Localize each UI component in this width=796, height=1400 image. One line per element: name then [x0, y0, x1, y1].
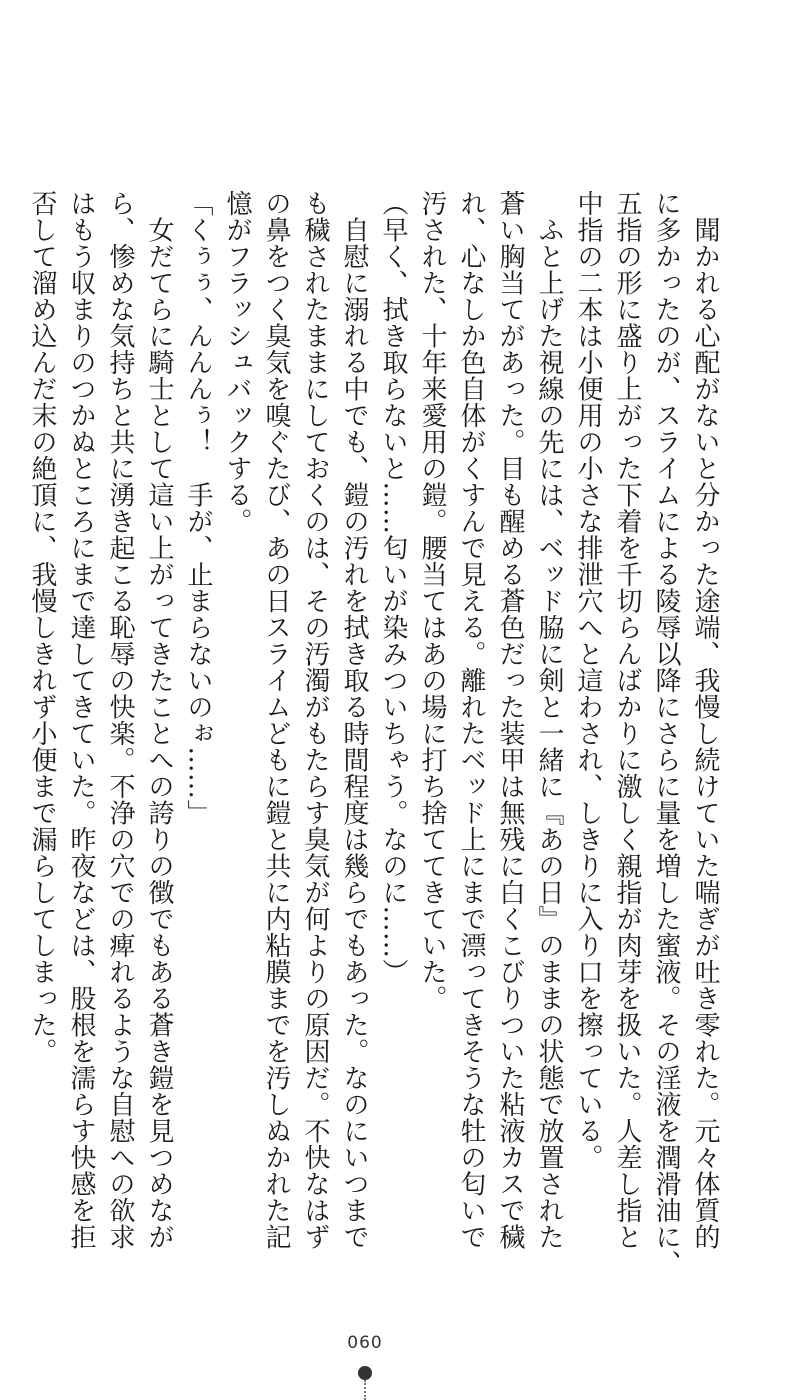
- page-marker-dotted-line: [364, 1380, 366, 1400]
- text-line: ふと上げた視線の先には、ベッド脇に剣と一緒に『あの日』のままの状態で放置された: [534, 190, 564, 1250]
- text-line: ら、惨めな気持ちと共に湧き起こる恥辱の快楽。不浄の穴での痺れるような自慰への欲求: [105, 190, 135, 1250]
- text-line: の鼻をつく臭気を嗅ぐたび、あの日スライムどもに鎧と共に内粘膜までを汚しぬかれた記: [261, 190, 291, 1250]
- text-line: も穢されたままにしておくのは、その汚濁がもたらす臭気が何よりの原因だ。不快なはず: [300, 190, 330, 1250]
- page-number: 060: [347, 1333, 383, 1353]
- text-line: に多かったのが、スライムによる陵辱以降にさらに量を増した蜜液。その淫液を潤滑油に、: [651, 190, 681, 1277]
- text-line: はもう収まりのつかぬところにまで達してきていた。昨夜などは、股根を濡らす快感を拒: [66, 190, 96, 1250]
- text-line: 中指の二本は小便用の小さな排泄穴へと這わされ、しきりに入り口を擦っている。: [573, 190, 603, 1171]
- text-line: 聞かれる心配がないと分かった途端、我慢し続けていた喘ぎが吐き零れた。元々体質的: [690, 190, 720, 1250]
- text-line: （早く、拭き取らないと……匂いが染みついちゃう。なのに……）: [378, 190, 408, 985]
- text-line: 否して溜め込んだ末の絶頂に、我慢しきれず小便まで漏らしてしまった。: [27, 190, 57, 1065]
- text-line: 蒼い胸当てがあった。目も醒める蒼色だった装甲は無残に白くこびりついた粘液カスで穢: [495, 190, 525, 1250]
- text-line: 自慰に溺れる中でも、鎧の汚れを拭き取る時間程度は幾らでもあった。なのにいつまで: [339, 190, 369, 1250]
- text-line: 五指の形に盛り上がった下着を千切らんばかりに激しく親指が肉芽を扱いた。人差し指と: [612, 190, 642, 1250]
- vertical-text-block: [27, 190, 724, 1277]
- text-line: 「くぅぅ、んんんぅ！ 手が、止まらないのぉ……」: [183, 190, 213, 826]
- text-line: れ、心なしか色自体がくすんで見える。離れたベッド上にまで漂ってきそうな牡の匂いで: [456, 190, 486, 1250]
- text-line: 汚された、十年来愛用の鎧。腰当てはあの場に打ち捨ててきていた。: [417, 190, 447, 1012]
- text-line: 憶がフラッシュバックする。: [222, 190, 252, 535]
- text-line: 女だてらに騎士として這い上がってきたことへの誇りの徴でもある蒼き鎧を見つめなが: [144, 190, 174, 1250]
- page-marker-dot-icon: [358, 1366, 372, 1380]
